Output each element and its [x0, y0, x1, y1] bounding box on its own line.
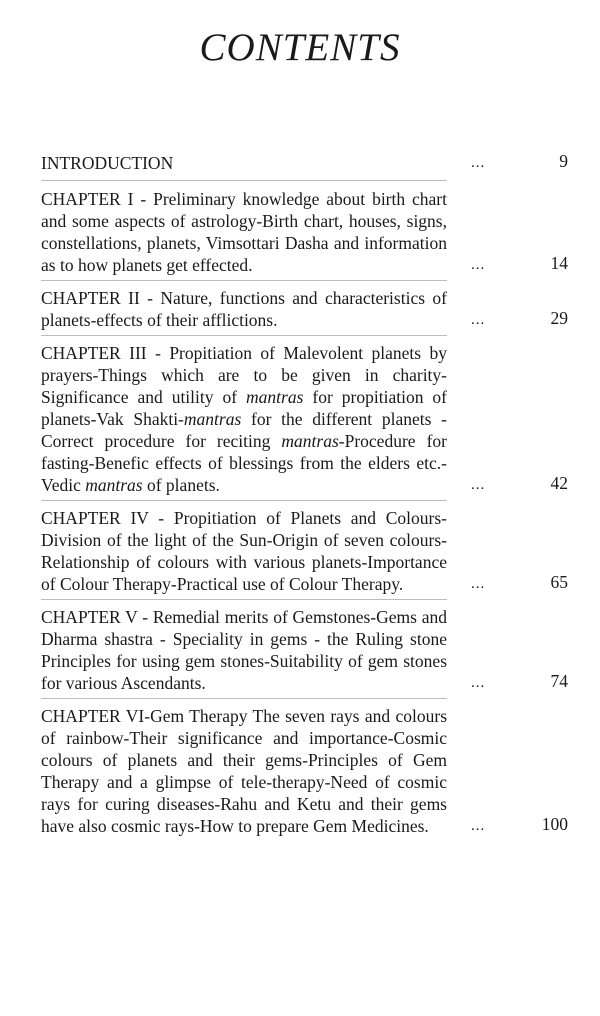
toc-entry-title — [41, 507, 447, 595]
page-title: CONTENTS — [199, 26, 401, 69]
entry-divider — [41, 500, 447, 501]
entry-divider — [41, 280, 447, 281]
leader-dots: ... — [471, 477, 486, 493]
entry-divider — [41, 698, 447, 699]
entry-divider — [41, 180, 447, 181]
page-number: 9 — [559, 151, 568, 171]
page-number: 29 — [550, 308, 568, 328]
entry-divider — [41, 335, 447, 336]
toc-entry[interactable] — [41, 287, 571, 331]
table-of-contents — [41, 152, 571, 837]
italic-term: mantras — [246, 387, 304, 407]
entry-divider — [41, 599, 447, 600]
entry-text-segment: CHAPTER VI-Gem Therapy The seven rays and colours of rainbow-Their significance and importance-Cosmic colours of planets and their gems-Principles of Gem Therapy and a glimpse of tele-therapy-Need of cosmic rays for curing diseases-Rahu and Ketu and their gems have also cosmic rays-How to prepare Gem Medicines. — [41, 706, 447, 836]
leader-dots: ... — [471, 312, 486, 328]
toc-entry[interactable] — [41, 188, 571, 276]
leader-dots: ... — [471, 818, 486, 834]
toc-entry[interactable] — [41, 606, 571, 694]
page-number: 100 — [541, 814, 568, 834]
italic-term: mantras — [183, 409, 242, 429]
toc-entry-title — [41, 152, 447, 174]
toc-entry-title — [41, 606, 447, 694]
entry-text-segment: CHAPTER II - Nature, functions and characteristics of planets-effects of their afflictions. — [41, 288, 447, 330]
italic-term: mantras — [281, 431, 339, 451]
toc-entry-title — [41, 287, 447, 331]
toc-entry[interactable] — [41, 705, 571, 837]
toc-entry[interactable] — [41, 342, 571, 496]
page-number: 42 — [550, 473, 568, 493]
toc-entry-title — [41, 188, 447, 276]
entry-text-segment: -Procedure for fasting-Benefic effects of blessings from the elders etc.-Vedic — [41, 431, 447, 495]
entry-text-segment: for the different planets -Correct procedure for reciting — [41, 409, 447, 451]
toc-entry[interactable] — [41, 152, 571, 174]
leader-dots: ... — [471, 576, 486, 592]
toc-entry-title — [41, 342, 447, 496]
toc-entry-title — [41, 705, 447, 837]
entry-text-segment: of planets. — [142, 475, 220, 495]
page-number: 74 — [550, 671, 568, 691]
entry-text-segment: INTRODUCTION — [41, 153, 174, 173]
page-number: 14 — [550, 253, 568, 273]
toc-entry[interactable] — [41, 507, 571, 595]
entry-text-segment: for propitiation of planets-Vak Shakti- — [41, 387, 447, 429]
italic-term: mantras — [85, 475, 143, 495]
leader-dots: ... — [471, 257, 486, 273]
entry-text-segment: CHAPTER III - Propitiation of Malevolent planets by prayers-Things which are to be given in charity-Significance and utility of — [41, 343, 447, 407]
entry-text-segment: CHAPTER V - Remedial merits of Gemstones-Gems and Dharma shastra - Speciality in gems - the Ruling stone Principles for using gem stones-Suitability of gem stones for various Ascendants. — [41, 607, 447, 693]
entry-text-segment: CHAPTER IV - Propitiation of Planets and Colours-Division of the light of the Sun-Origin of seven colours-Relationship of colours with various planets-Importance of Colour Therapy-Practical use of Colour Therapy. — [41, 508, 447, 594]
leader-dots: ... — [471, 155, 486, 171]
entry-text-segment: CHAPTER I - Preliminary knowledge about birth chart and some aspects of astrology-Birth chart, houses, signs, constellations, planets, Vimsottari Dasha and information as to how planets get effected. — [41, 189, 447, 275]
page-number: 65 — [550, 572, 568, 592]
leader-dots: ... — [471, 675, 486, 691]
